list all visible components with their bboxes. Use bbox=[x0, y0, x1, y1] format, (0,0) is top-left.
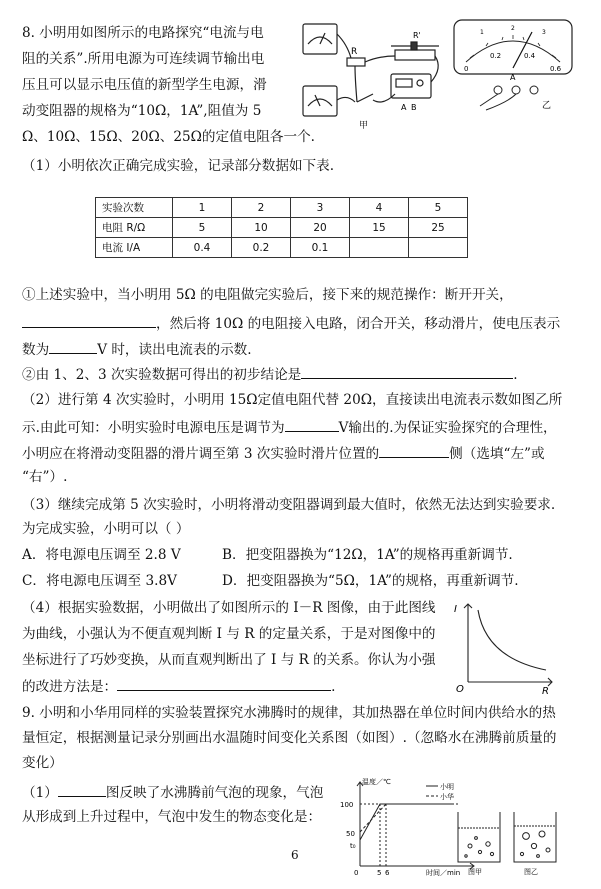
table-cell bbox=[409, 238, 468, 258]
table-cell: 20 bbox=[291, 218, 350, 238]
q8-s2-line2-pre: 示.由此可知：小明实验时电源电压是调节为 bbox=[22, 420, 285, 436]
ir-curve bbox=[478, 610, 546, 670]
table-cell: 3 bbox=[291, 198, 350, 218]
q8-s3-line2: 为完成实验，小明可以（ ） bbox=[22, 521, 190, 537]
q8-s4-line1: （4）根据实验数据，小明做出了如图所示的 I－R 图像，由于此图线 bbox=[22, 600, 436, 616]
q8-p2-line: ②由 1、2、3 次实验数据可得出的初步结论是 . bbox=[22, 364, 518, 385]
ir-x-label: R bbox=[542, 686, 549, 694]
q9-line-4 bbox=[22, 782, 323, 803]
answer-blank-5[interactable] bbox=[379, 443, 449, 458]
q8-s2-line4: “右”）. bbox=[22, 469, 68, 485]
series-xiaohua bbox=[360, 804, 386, 832]
q9-line-4-pre: （1） bbox=[22, 785, 58, 801]
table-cell: 5 bbox=[409, 198, 468, 218]
option-B[interactable]: B．把变阻器换为“12Ω，1A”的规格再重新调节. bbox=[222, 547, 513, 563]
q9-line-1: 9. 小明和小华用同样的实验装置探究水沸腾时的规律，其加热器在单位时间内供给水的热 bbox=[22, 705, 556, 721]
table-cell: 0.2 bbox=[232, 238, 291, 258]
q9-line-3: 变化） bbox=[22, 755, 63, 771]
table-row-current bbox=[96, 238, 468, 258]
table-cell: 4 bbox=[350, 198, 409, 218]
answer-blank-4[interactable] bbox=[285, 417, 339, 432]
table-cell: 5 bbox=[173, 218, 232, 238]
table-cell bbox=[350, 238, 409, 258]
answer-blank-3[interactable] bbox=[301, 364, 513, 379]
ammeter-dial-figure bbox=[450, 16, 576, 114]
rheostat-icon bbox=[395, 50, 435, 60]
meter-outer-1: 1 bbox=[480, 29, 484, 36]
q8-s4-line4 bbox=[22, 676, 335, 697]
table-row-header bbox=[96, 198, 468, 218]
q9-line-2: 量恒定，根据测量记录分别画出水温随时间变化关系图（如图）.（忽略水在沸腾前质量的 bbox=[22, 730, 557, 746]
q9-line-5: 从形成到上升过程中，气泡中发生的物态变化是： bbox=[22, 809, 322, 825]
ammeter-icon bbox=[303, 86, 337, 116]
page-number: 6 bbox=[291, 848, 299, 862]
q8-line-1: 8. 小明用如图所示的电路探究“电流与电 bbox=[22, 25, 264, 41]
q8-p1-line2-text: ，然后将 10Ω 的电阻接入电路，闭合开关，移动滑片，使电压表示 bbox=[156, 316, 561, 332]
q8-p1-line3 bbox=[22, 339, 252, 360]
ir-graph bbox=[448, 598, 558, 694]
table-cell: 实验次数 bbox=[96, 198, 173, 218]
answer-blank-7[interactable] bbox=[58, 782, 106, 797]
table-cell: 15 bbox=[350, 218, 409, 238]
boil-x-title: 时间／min bbox=[426, 869, 461, 877]
x-tick-5: 5 bbox=[377, 869, 382, 877]
resistor-icon bbox=[347, 58, 365, 66]
meter-unit: A bbox=[510, 73, 516, 82]
q8-p1-line3-pre: 数为 bbox=[22, 342, 50, 358]
boil-y-title: 温度／℃ bbox=[362, 778, 391, 786]
table-cell: 电阻 R/Ω bbox=[96, 218, 173, 238]
ir-y-label: I bbox=[454, 604, 457, 615]
table-cell: 1 bbox=[173, 198, 232, 218]
q8-s4-line3: 坐标进行了巧妙变换，从而直观判断出了 I 与 R 的关系。你认为小强 bbox=[22, 652, 436, 668]
y-tick-50: 50 bbox=[346, 830, 355, 838]
answer-blank-6[interactable] bbox=[117, 676, 331, 691]
option-A[interactable]: A．将电源电压调至 2.8 V bbox=[22, 547, 181, 563]
y-tick-100: 100 bbox=[340, 801, 354, 809]
meter-needle bbox=[513, 32, 532, 68]
power-supply-icon bbox=[391, 74, 431, 98]
meter-tick-04: 0.4 bbox=[524, 52, 536, 60]
option-D[interactable]: D．把变阻器换为“5Ω，1A”的规格，再重新调节. bbox=[222, 573, 519, 589]
label-R: R bbox=[351, 47, 358, 57]
answer-blank-2[interactable] bbox=[49, 339, 97, 354]
q8-s2-line2 bbox=[22, 417, 557, 438]
label-B: B bbox=[411, 103, 417, 112]
q8-line-4: 动变阻器的规格为“10Ω，1A”,阻值为 5 bbox=[22, 103, 262, 119]
q8-s2-line3-post: 侧（选填“左”或 bbox=[449, 446, 545, 462]
q8-s4-line2: 为曲线，小强认为不便直观判断 I 与 R 的定量关系，于是对图像中的 bbox=[22, 626, 436, 642]
label-jia: 甲 bbox=[359, 121, 369, 131]
label-yi: 乙 bbox=[542, 101, 552, 111]
label-Rp: R' bbox=[413, 31, 421, 40]
table-cell: 25 bbox=[409, 218, 468, 238]
q8-s3-line1: （3）继续完成第 5 次实验时，小明将滑动变阻器调到最大值时，依然无法达到实验要求. bbox=[22, 497, 556, 513]
q8-s4-line4-text: 的改进方法是： bbox=[22, 679, 118, 695]
q8-s2-line3 bbox=[22, 443, 545, 464]
table-cell: 0.4 bbox=[173, 238, 232, 258]
meter-tick-02: 0.2 bbox=[490, 52, 502, 60]
data-table bbox=[95, 197, 468, 258]
q8-line-3: 压且可以显示电压值的新型学生电源，滑 bbox=[22, 77, 267, 93]
q8-p2-text: ②由 1、2、3 次实验数据可得出的初步结论是 bbox=[22, 367, 302, 383]
beaker-label-yi: 图乙 bbox=[524, 868, 538, 876]
meter-outer-3: 3 bbox=[542, 29, 546, 36]
q8-s2-line2-post: V输出的.为保证实验探究的合理性， bbox=[338, 420, 557, 436]
table-cell: 0.1 bbox=[291, 238, 350, 258]
table-cell: 电流 I/A bbox=[96, 238, 173, 258]
legend-xiaohua: 小华 bbox=[440, 793, 454, 801]
circuit-figure bbox=[295, 14, 445, 132]
y-tick-t0: t₀ bbox=[350, 842, 356, 850]
q8-p1-line2 bbox=[22, 313, 560, 334]
q8-s2-line3-pre: 小明应在将滑动变阻器的滑片调至第 3 次实验时滑片位置的 bbox=[22, 446, 380, 462]
x-tick-6: 6 bbox=[385, 869, 390, 877]
q8-line-2: 阻的关系”.所用电源为可连续调节输出电 bbox=[22, 51, 265, 67]
x-tick-0: 0 bbox=[354, 869, 359, 877]
meter-tick-06: 0.6 bbox=[550, 65, 562, 73]
answer-blank-1[interactable] bbox=[22, 313, 156, 328]
series-xiaoming bbox=[360, 804, 454, 840]
table-cell: 10 bbox=[232, 218, 291, 238]
q9-line-4-post: 图反映了水沸腾前气泡的现象，气泡 bbox=[105, 785, 324, 801]
q8-line-5: Ω、10Ω、15Ω、20Ω、25Ω的定值电阻各一个. bbox=[22, 129, 315, 145]
legend-xiaoming: 小明 bbox=[440, 783, 454, 791]
beaker-figures bbox=[452, 806, 568, 878]
voltmeter-icon bbox=[303, 24, 337, 54]
q8-sub1: （1）小明依次正确完成实验，记录部分数据如下表. bbox=[22, 158, 335, 174]
beaker-label-jia: 图甲 bbox=[468, 868, 482, 876]
option-C[interactable]: C．将电源电压调至 3.8V bbox=[22, 573, 177, 589]
q8-s2-line1: （2）进行第 4 次实验时，小明用 15Ω定值电阻代替 20Ω，直接读出电流表示数如图乙所 bbox=[22, 392, 563, 408]
q8-s4-line4-end: . bbox=[331, 679, 336, 695]
label-A: A bbox=[401, 103, 407, 112]
meter-outer-2: 2 bbox=[511, 25, 515, 32]
q8-p1-line3-post: V 时，读出电流表的示数. bbox=[97, 342, 252, 358]
table-row-resistance bbox=[96, 218, 468, 238]
table-cell: 2 bbox=[232, 198, 291, 218]
meter-tick-0: 0 bbox=[464, 65, 469, 73]
q8-p1-line1: ①上述实验中，当小明用 5Ω 的电阻做完实验后，接下来的规范操作：断开开关， bbox=[22, 287, 513, 303]
ir-origin: O bbox=[456, 684, 464, 694]
